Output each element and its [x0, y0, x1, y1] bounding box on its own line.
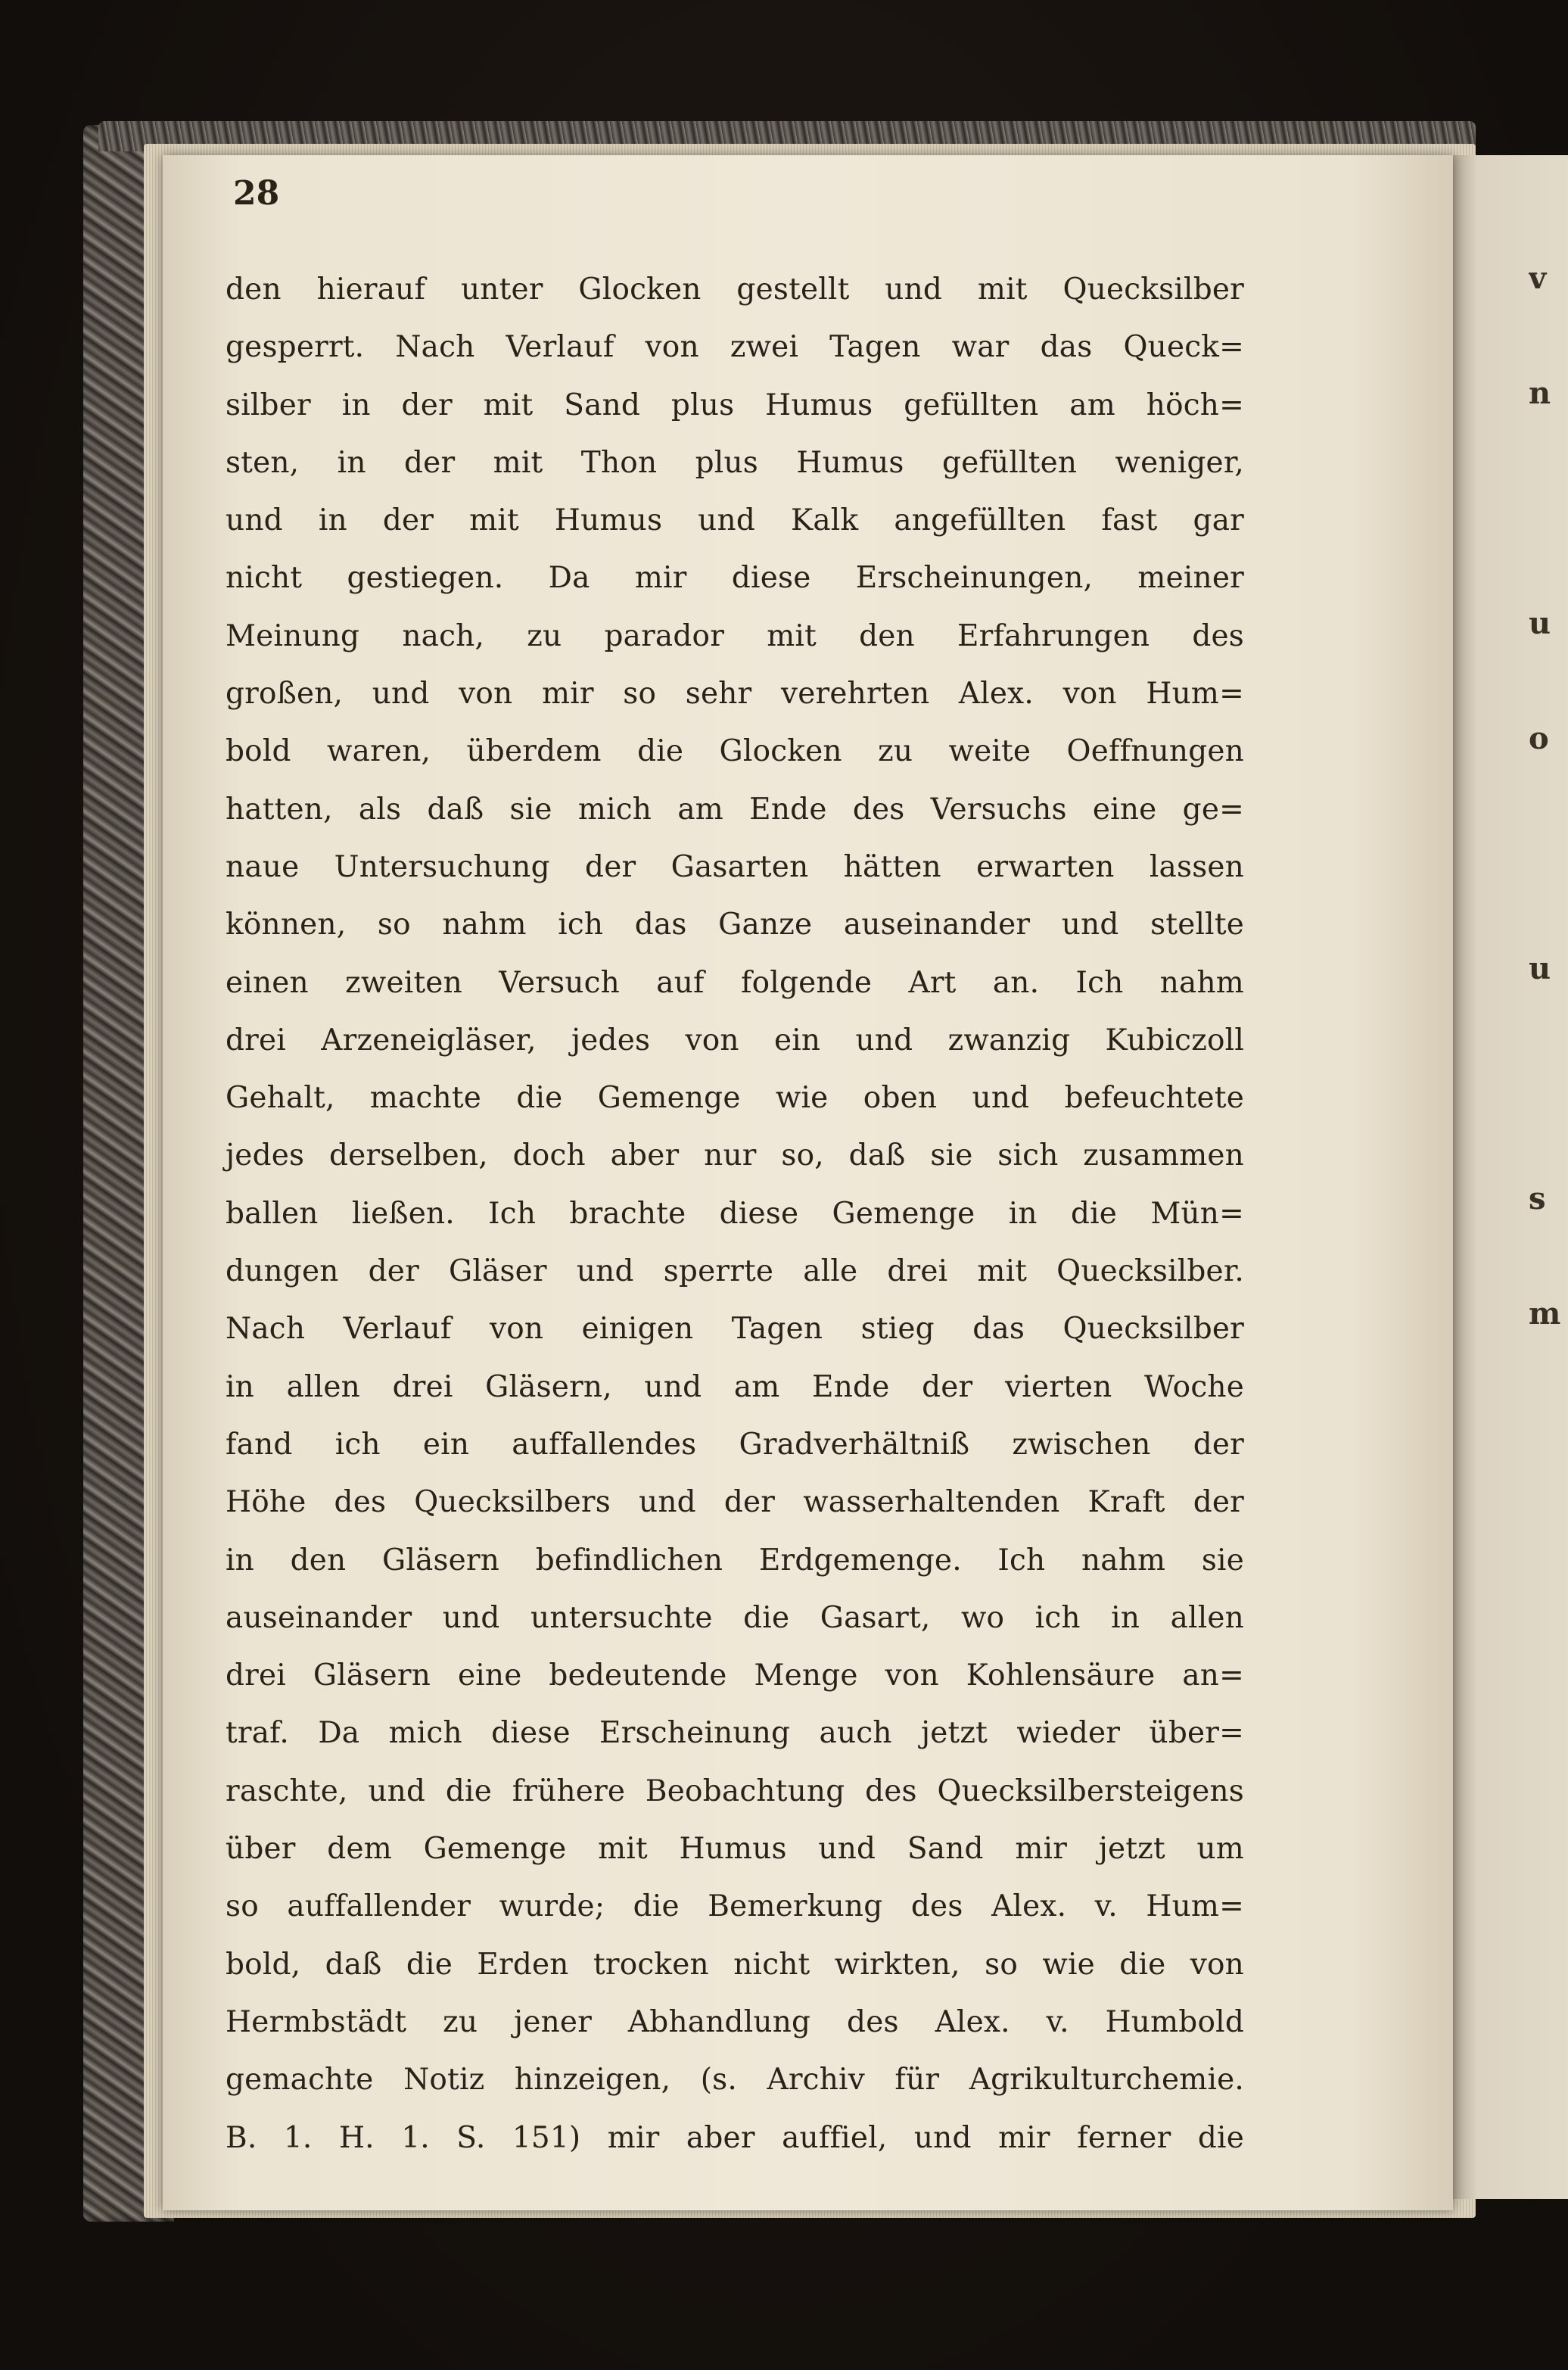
margin-glyph [1529, 537, 1568, 595]
margin-glyph [1529, 1055, 1568, 1113]
text-line: großen, und von mir so sehr verehrten Alex. von Hum= [226, 677, 1244, 712]
text-line: in den Gläsern befindlichen Erdgemenge. Ich nahm sie [226, 1543, 1244, 1577]
margin-glyph [1529, 1400, 1568, 1458]
margin-glyph [1529, 768, 1568, 825]
margin-glyph [1529, 1113, 1568, 1170]
margin-glyph [1529, 1630, 1568, 1688]
margin-glyph [1529, 1861, 1568, 1918]
text-line: fand ich ein auffallendes Gradverhältniß zwischen der [226, 1427, 1244, 1462]
text-line: hatten, als daß sie mich am Ende des Versuchs eine ge= [226, 792, 1244, 827]
text-line: ballen ließen. Ich brachte diese Gemenge in die Mün= [226, 1196, 1244, 1231]
text-line: gesperrt. Nach Verlauf von zwei Tagen war das Queck= [226, 330, 1244, 365]
text-line: bold, daß die Erden trocken nicht wirkten, so wie die von [226, 1947, 1244, 1982]
text-line: nicht gestiegen. Da mir diese Erscheinungen, meiner [226, 561, 1244, 596]
text-line: gemachte Notiz hinzeigen, (s. Archiv für Agrikulturchemie. [226, 2063, 1244, 2097]
margin-glyph [1529, 2091, 1568, 2142]
text-line: und in der mit Humus und Kalk angefüllten fast gar [226, 503, 1244, 538]
text-line: Meinung nach, zu parador mit den Erfahrungen des [226, 618, 1244, 653]
margin-glyph [1529, 1458, 1568, 1515]
margin-glyph [1529, 422, 1568, 480]
text-line: können, so nahm ich das Ganze auseinander und stellte [226, 908, 1244, 942]
margin-glyph [1529, 825, 1568, 883]
text-line: über dem Gemenge mit Humus und Sand mir jetzt um [226, 1832, 1244, 1867]
text-line: in allen drei Gläsern, und am Ende der vierten Woche [226, 1369, 1244, 1404]
margin-glyph [1529, 480, 1568, 537]
margin-glyph: n [1529, 375, 1551, 411]
text-line: bold waren, überdem die Glocken zu weite Oeffnungen [226, 734, 1244, 769]
margin-glyph [1529, 307, 1568, 365]
body-text [226, 261, 1244, 2167]
text-line: sten, in der mit Thon plus Humus gefüllten weniger, [226, 445, 1244, 480]
page-number: 28 [233, 174, 280, 213]
margin-glyph [1529, 883, 1568, 940]
margin-glyph [1529, 1228, 1568, 1285]
text-line: jedes derselben, doch aber nur so, daß sie sich zusammen [226, 1138, 1244, 1173]
text-line: traf. Da mich diese Erscheinung auch jetzt wieder über= [226, 1716, 1244, 1751]
margin-glyph: m [1529, 1296, 1561, 1331]
margin-glyph [1529, 1803, 1568, 1861]
text-line: auseinander und untersuchte die Gasart, wo ich in allen [226, 1600, 1244, 1635]
text-line: so auffallender wurde; die Bemerkung des Alex. v. Hum= [226, 1889, 1244, 1924]
text-line: Nach Verlauf von einigen Tagen stieg das Quecksilber [226, 1312, 1244, 1347]
margin-glyph [1529, 1515, 1568, 1573]
text-line: raschte, und die frühere Beobachtung des Quecksilbersteigens [226, 1774, 1244, 1808]
margin-glyph [1529, 998, 1568, 1055]
margin-glyph: u [1529, 606, 1551, 641]
text-line: dungen der Gläser und sperrte alle drei mit Quecksilber. [226, 1254, 1244, 1289]
text-line: Hermbstädt zu jener Abhandlung des Alex. v. Humbold [226, 2004, 1244, 2039]
margin-glyph [1529, 1573, 1568, 1630]
next-page-margin-text [1529, 250, 1568, 2142]
margin-glyph [1529, 1918, 1568, 1976]
text-line: drei Arzeneigläser, jedes von ein und zwanzig Kubiczoll [226, 1023, 1244, 1057]
margin-glyph [1529, 1976, 1568, 2033]
text-line: silber in der mit Sand plus Humus gefüllten am höch= [226, 388, 1244, 422]
text-line: einen zweiten Versuch auf folgende Art an. Ich nahm [226, 965, 1244, 1000]
text-line: Gehalt, machte die Gemenge wie oben und befeuchtete [226, 1081, 1244, 1116]
text-line: den hierauf unter Glocken gestellt und mit Quecksilber [226, 273, 1244, 307]
margin-glyph [1529, 1343, 1568, 1400]
margin-glyph: u [1529, 951, 1551, 986]
margin-glyph [1529, 1688, 1568, 1746]
margin-glyph: s [1529, 1181, 1546, 1216]
margin-glyph: o [1529, 721, 1549, 756]
margin-glyph [1529, 652, 1568, 710]
margin-glyph [1529, 2033, 1568, 2091]
margin-glyph [1529, 1746, 1568, 1803]
text-line: B. 1. H. 1. S. 151) mir aber auffiel, und mir ferner die [226, 2120, 1244, 2155]
margin-glyph: v [1529, 260, 1547, 296]
text-line: Höhe des Quecksilbers und der wasserhaltenden Kraft der [226, 1485, 1244, 1520]
text-line: naue Untersuchung der Gasarten hätten erwarten lassen [226, 849, 1244, 884]
text-line: drei Gläsern eine bedeutende Menge von Kohlensäure an= [226, 1658, 1244, 1693]
